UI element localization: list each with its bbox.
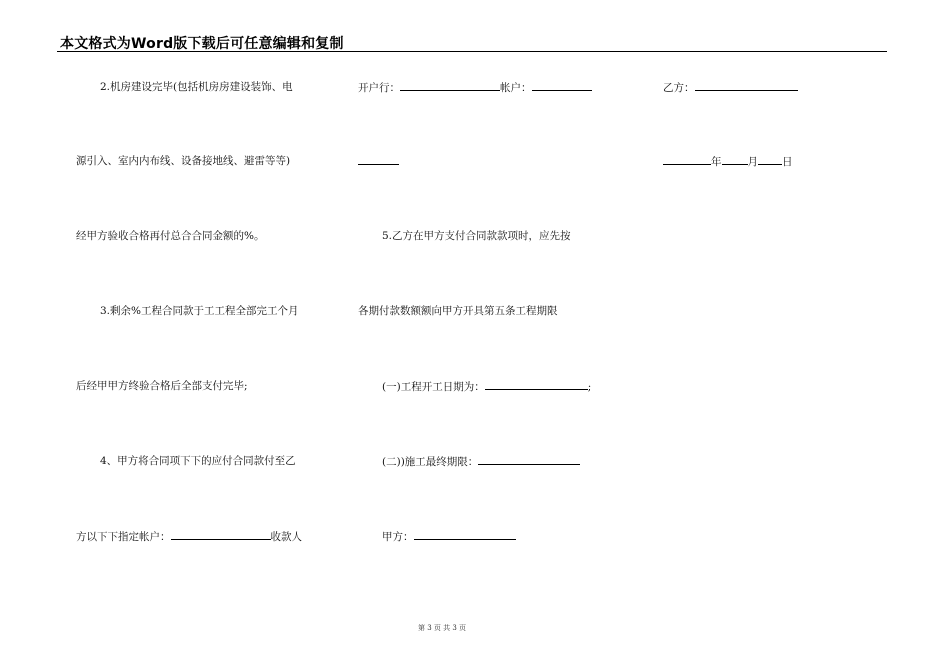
account-no-label: 帐户：	[500, 82, 532, 94]
col1-line-2: 源引入、室内内布线、设备接地线、避雷等等)	[76, 155, 291, 167]
account-blank	[171, 529, 271, 540]
col1-line-1: 2.机房建设完毕(包括机房房建设装饰、电	[100, 81, 293, 93]
account-no-blank	[532, 80, 592, 91]
deadline-label: (二))施工最终期限：	[382, 456, 479, 468]
party-b-label: 乙方：	[663, 82, 695, 94]
header-divider	[57, 51, 887, 52]
party-a-label: 甲方：	[382, 531, 414, 543]
col2-line-4: 各期付款数额额向甲方开具第五条工程期限	[358, 305, 558, 317]
col2-line-1	[358, 80, 592, 95]
day-blank	[758, 154, 782, 165]
party-a-blank	[414, 529, 516, 540]
account-label: 方以下下指定帐户：	[76, 531, 171, 543]
page-number: 第 3 页 共 3 页	[417, 624, 467, 632]
col1-line-4: 3.剩余%工程合同款于工工程全部完工个月	[100, 305, 299, 317]
col1-line-7	[76, 529, 302, 544]
col2-line-6	[382, 454, 580, 469]
month-label: 月	[747, 156, 758, 168]
col1-line-6: 4、甲方将合同项下下的应付合同款付至乙	[100, 455, 296, 467]
month-blank	[722, 154, 748, 165]
start-date-blank	[485, 379, 588, 390]
year-label: 年	[711, 156, 722, 168]
col2-line-3: 5.乙方在甲方支付合同款款项时，应先按	[382, 230, 571, 242]
year-blank	[663, 154, 711, 165]
col1-line-5: 后经甲甲方终验合格后全部支付完毕;	[76, 380, 248, 392]
bank-blank	[400, 80, 500, 91]
document-header-title: 本文格式为Word版下载后可任意编辑和复制	[60, 36, 344, 52]
deadline-blank	[478, 454, 580, 465]
col2-line-5	[382, 379, 591, 394]
day-label: 日	[782, 156, 793, 168]
party-b-blank	[695, 80, 798, 91]
payee-label: 收款人	[270, 531, 302, 543]
start-date-label: (一)工程开工日期为：	[382, 381, 485, 393]
continuation-blank	[358, 154, 399, 165]
col2-line-2	[358, 154, 399, 169]
col3-line-2	[663, 154, 793, 169]
start-date-semicolon: ;	[587, 381, 592, 393]
col3-line-1	[663, 80, 798, 95]
col1-line-3: 经甲方验收合格再付总合合同金额的%。	[76, 230, 265, 242]
bank-label: 开户行：	[358, 82, 400, 94]
col2-line-7	[382, 529, 516, 544]
